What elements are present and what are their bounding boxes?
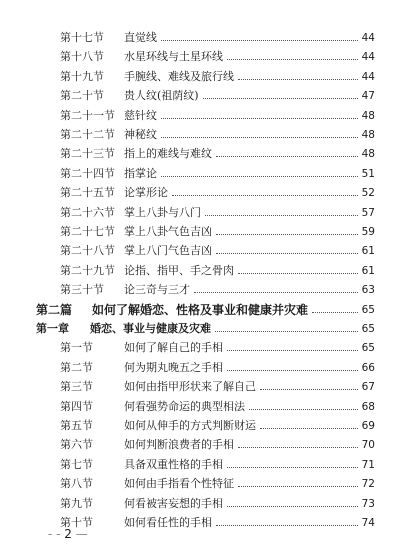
dot-leader — [312, 311, 358, 313]
entry-title: 论三奇与三才 — [124, 283, 190, 297]
entry-page-number: 59 — [361, 226, 375, 238]
entry-title: 如何判断浪费者的手相 — [124, 438, 234, 452]
entry-title: 如何由手指看个性特征 — [124, 477, 234, 491]
toc-entry — [0, 378, 400, 396]
entry-number: 第十八节 — [60, 50, 104, 64]
entry-page-number: 65 — [361, 303, 375, 316]
entry-number: 第一章 — [36, 322, 69, 335]
entry-number: 第二十节 — [60, 89, 104, 103]
toc-entry — [0, 126, 400, 144]
entry-page-number: 52 — [361, 187, 375, 200]
entry-number: 第二十四节 — [60, 166, 115, 180]
dot-leader — [205, 214, 358, 216]
entry-page-number: 48 — [361, 129, 375, 141]
footer-dash-right: — — [75, 527, 88, 541]
entry-page-number: 48 — [361, 148, 375, 161]
entry-title: 何看被害妄想的手相 — [124, 496, 223, 510]
page-footer — [48, 527, 88, 541]
entry-page-number: 44 — [361, 70, 375, 83]
toc-entry — [0, 398, 400, 416]
entry-number: 第二十八节 — [60, 244, 115, 258]
dot-leader — [216, 252, 358, 254]
toc-entry — [0, 242, 400, 260]
entry-page-number: 66 — [361, 361, 375, 374]
entry-page-number: 44 — [361, 51, 375, 64]
entry-page-number: 61 — [361, 264, 375, 277]
entry-number: 第九节 — [60, 496, 93, 510]
entry-number: 第十九节 — [60, 69, 104, 83]
part-heading — [0, 301, 400, 319]
entry-title: 指掌论 — [124, 166, 157, 180]
toc-entry — [0, 223, 400, 241]
dot-leader — [227, 466, 358, 468]
entry-number: 第二节 — [60, 360, 93, 374]
dot-leader — [227, 349, 358, 351]
dot-leader — [216, 155, 358, 157]
entry-title: 贵人纹(祖荫纹) — [124, 89, 199, 103]
entry-page-number: 51 — [361, 167, 375, 180]
entry-title: 掌上八卦气色吉凶 — [124, 225, 212, 238]
entry-title: 如何了解婚恋、性格及事业和健康并灾难 — [92, 302, 309, 317]
entry-title: 神秘纹 — [124, 128, 157, 141]
dot-leader — [260, 388, 358, 390]
entry-page-number: 68 — [361, 400, 375, 413]
dot-leader — [161, 117, 358, 119]
entry-number: 第三节 — [60, 380, 93, 394]
entry-page-number: 67 — [361, 381, 375, 394]
dot-leader — [203, 97, 358, 99]
dot-leader — [216, 233, 358, 235]
dot-leader — [227, 369, 358, 371]
entry-number: 第二十七节 — [60, 225, 115, 238]
dot-leader — [238, 485, 358, 487]
entry-title: 论掌形论 — [124, 186, 168, 200]
entry-title: 指上的难线与难纹 — [124, 147, 212, 161]
entry-title: 手腕线、难线及旅行线 — [124, 69, 234, 83]
dot-leader — [227, 505, 358, 507]
toc-entry — [0, 184, 400, 202]
dot-leader — [194, 291, 358, 293]
chapter-heading — [0, 320, 400, 338]
dot-leader — [238, 446, 358, 448]
entry-title: 婚恋、事业与健康及灾难 — [90, 322, 211, 335]
entry-number: 第二十六节 — [60, 205, 115, 219]
entry-page-number: 65 — [361, 342, 375, 355]
entry-title: 论指、指甲、手之骨肉 — [124, 263, 234, 277]
entry-title: 如何看任性的手相 — [124, 516, 212, 529]
entry-title: 何为期丸晚五之手相 — [124, 360, 223, 374]
entry-title: 具备双重性格的手相 — [124, 457, 223, 471]
dot-leader — [238, 78, 358, 80]
toc-entry — [0, 495, 400, 513]
dot-leader — [161, 39, 358, 41]
toc-entry — [0, 48, 400, 66]
entry-number: 第八节 — [60, 477, 93, 491]
entry-page-number: 70 — [361, 439, 375, 452]
toc-entry — [0, 359, 400, 377]
entry-number: 第二十二节 — [60, 128, 115, 141]
entry-page-number: 69 — [361, 420, 375, 432]
entry-page-number: 61 — [361, 245, 375, 258]
dot-leader — [161, 175, 358, 177]
toc-entry — [0, 339, 400, 357]
entry-number: 第四节 — [60, 399, 93, 413]
entry-title: 如何从伸手的方式判断财运 — [124, 419, 256, 432]
toc-entry — [0, 87, 400, 105]
dot-leader — [216, 524, 358, 526]
entry-page-number: 48 — [361, 109, 375, 122]
toc-entry — [0, 281, 400, 299]
entry-number: 第二篇 — [36, 302, 73, 317]
entry-page-number: 71 — [361, 458, 375, 471]
dot-leader — [249, 408, 358, 410]
entry-number: 第二十五节 — [60, 186, 115, 200]
entry-number: 第五节 — [60, 419, 93, 432]
toc-entry — [0, 107, 400, 125]
toc-entry — [0, 29, 400, 47]
entry-number: 第十七节 — [60, 31, 104, 44]
entry-title: 掌上八门气色吉凶 — [124, 244, 212, 258]
entry-number: 第三十节 — [60, 283, 104, 297]
entry-page-number: 47 — [361, 90, 375, 103]
entry-title: 掌上八卦与八门 — [124, 205, 201, 219]
toc-entry — [0, 68, 400, 86]
toc-entry — [0, 456, 400, 474]
toc-entry — [0, 417, 400, 435]
entry-number: 第六节 — [60, 438, 93, 452]
entry-page-number: 74 — [361, 517, 375, 529]
entry-title: 何看强势命运的典型相法 — [124, 399, 245, 413]
entry-title: 慈针纹 — [124, 108, 157, 122]
dot-leader — [238, 272, 358, 274]
toc-entry — [0, 475, 400, 493]
dot-leader — [227, 58, 358, 60]
entry-title: 水星环线与土星环线 — [124, 50, 223, 64]
toc-entry — [0, 165, 400, 183]
entry-number: 第二十九节 — [60, 263, 115, 277]
entry-page-number: 63 — [361, 284, 375, 297]
entry-page-number: 72 — [361, 478, 375, 491]
entry-number: 第七节 — [60, 457, 93, 471]
toc-entry — [0, 436, 400, 454]
entry-title: 如何由指甲形状来了解自己 — [124, 380, 256, 394]
toc-entry — [0, 204, 400, 222]
page-number: 2 — [64, 527, 72, 541]
entry-number: 第二十三节 — [60, 147, 115, 161]
toc-entry — [0, 145, 400, 163]
entry-title: 如何了解自己的手相 — [124, 341, 223, 355]
entry-page-number: 57 — [361, 206, 375, 219]
entry-page-number: 65 — [361, 323, 375, 335]
entry-number: 第二十一节 — [60, 108, 115, 122]
dot-leader — [215, 330, 358, 332]
entry-number: 第十节 — [60, 516, 93, 529]
dot-leader — [260, 427, 358, 429]
footer-dash-left: - - — [48, 527, 65, 541]
toc-entry — [0, 262, 400, 280]
entry-title: 直觉线 — [124, 31, 157, 44]
dot-leader — [161, 136, 358, 138]
entry-page-number: 73 — [361, 497, 375, 510]
dot-leader — [172, 194, 358, 196]
entry-page-number: 44 — [361, 32, 375, 44]
entry-number: 第一节 — [60, 341, 93, 355]
